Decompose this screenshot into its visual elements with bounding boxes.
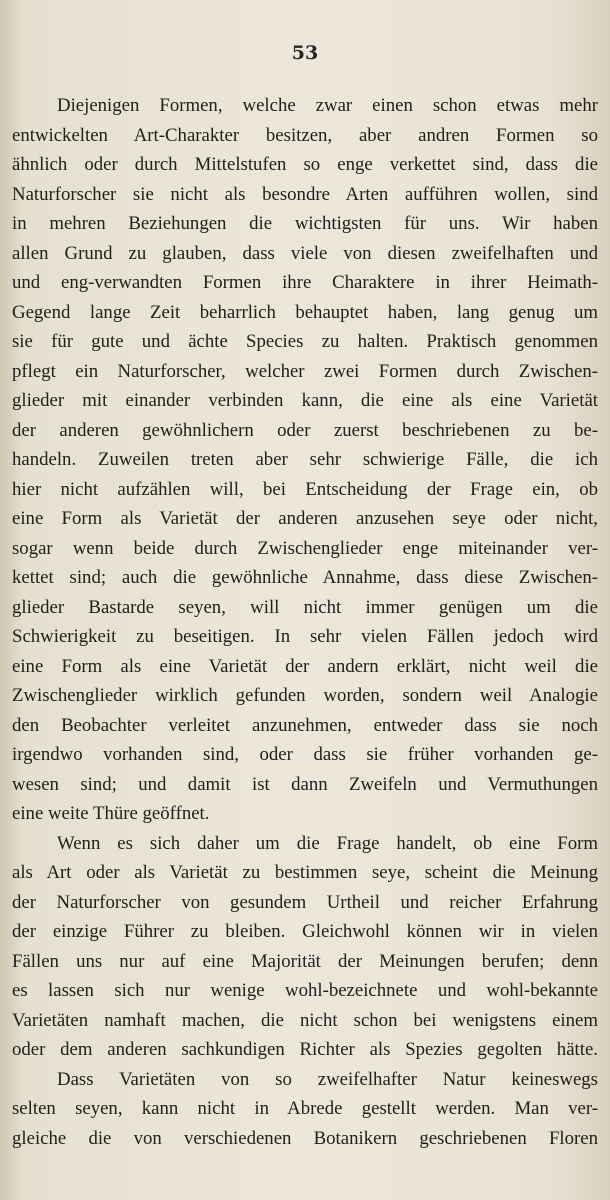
text-line: sie für gute und ächte Species zu halten. Praktisch genommen — [12, 331, 598, 352]
text-line: in mehren Beziehungen die wichtigsten für uns. Wir haben — [12, 213, 598, 234]
text-line: der einzige Führer zu bleiben. Gleichwohl können wir in vielen — [12, 921, 598, 942]
text-line: irgendwo vorhanden sind, oder dass sie früher vorhanden ge- — [12, 744, 598, 765]
text-line: und eng-verwandten Formen ihre Charaktere in ihrer Heimath- — [12, 272, 598, 293]
text-line: eine Form als eine Varietät der andern erklärt, nicht weil die — [12, 655, 598, 677]
text-line: handeln. Zuweilen treten aber sehr schwierige Fälle, die ich — [12, 449, 598, 470]
text-line: Fällen uns nur auf eine Majorität der Meinungen berufen; denn — [12, 950, 598, 972]
text-line: pflegt ein Naturforscher, welcher zwei Formen durch Zwischen- — [12, 360, 598, 382]
text-line: allen Grund zu glauben, dass viele von diesen zweifelhaften und — [12, 242, 598, 264]
text-line: hier nicht aufzählen will, bei Entscheidung der Frage ein, ob — [12, 478, 598, 500]
text-line: der anderen gewöhnlichern oder zuerst beschriebenen zu be- — [12, 419, 598, 441]
text-line: Dass Varietäten von so zweifelhafter Natur keineswegs — [57, 1068, 598, 1090]
text-line: glieder Bastarde seyen, will nicht immer genügen um die — [12, 596, 598, 618]
text-line: es lassen sich nur wenige wohl-bezeichnete und wohl-bekannte — [12, 980, 598, 1001]
text-line: Zwischenglieder wirklich gefunden worden, sondern weil Analogie — [12, 685, 598, 706]
text-line: entwickelten Art-Charakter besitzen, aber andren Formen so — [12, 124, 598, 146]
text-line: Gegend lange Zeit beharrlich behauptet haben, lang genug um — [12, 301, 598, 323]
text-line: Naturforscher sie nicht als besondre Arten aufführen wollen, sind — [12, 183, 598, 205]
text-line: kettet sind; auch die gewöhnliche Annahme, dass diese Zwischen- — [12, 567, 598, 588]
text-line: oder dem anderen sachkundigen Richter als Spezies gegolten hätte. — [12, 1039, 598, 1060]
text-line: ähnlich oder durch Mittelstufen so enge verkettet sind, dass die — [12, 154, 598, 175]
text-line: wesen sind; und damit ist dann Zweifeln und Vermuthungen — [12, 773, 598, 795]
text-line: Wenn es sich daher um die Frage handelt, ob eine Form — [57, 832, 598, 854]
page-number: 53 — [291, 42, 319, 64]
body-text — [12, 91, 598, 1153]
text-line: eine weite Thüre geöffnet. — [12, 803, 210, 824]
text-line: den Beobachter verleitet anzunehmen, entweder dass sie noch — [12, 714, 598, 736]
text-line: selten seyen, kann nicht in Abrede gestellt werden. Man ver- — [12, 1098, 598, 1119]
text-line: glieder mit einander verbinden kann, die eine als eine Varietät — [12, 390, 598, 411]
text-line: Diejenigen Formen, welche zwar einen schon etwas mehr — [57, 95, 598, 116]
text-line: sogar wenn beide durch Zwischenglieder enge miteinander ver- — [12, 537, 598, 559]
text-line: als Art oder als Varietät zu bestimmen seye, scheint die Meinung — [12, 862, 598, 883]
text-line: gleiche die von verschiedenen Botanikern geschriebenen Floren — [12, 1127, 598, 1149]
text-line: eine Form als Varietät der anderen anzusehen seye oder nicht, — [12, 508, 598, 529]
text-line: Schwierigkeit zu beseitigen. In sehr vielen Fällen jedoch wird — [12, 626, 598, 647]
text-line: Varietäten namhaft machen, die nicht schon bei wenigstens einem — [12, 1009, 598, 1031]
text-line: der Naturforscher von gesundem Urtheil und reicher Erfahrung — [12, 891, 598, 913]
